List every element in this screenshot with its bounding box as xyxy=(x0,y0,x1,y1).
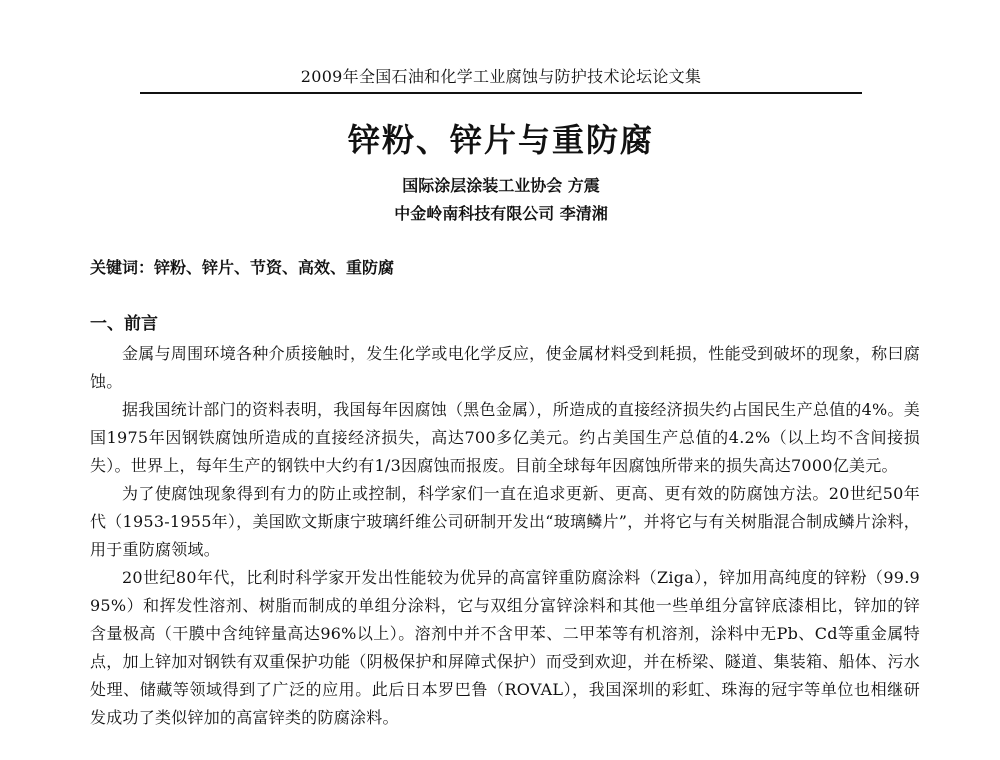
author-block xyxy=(140,172,862,228)
author-line: 中金岭南科技有限公司 李清湘 xyxy=(394,204,608,223)
paragraph: 20世纪80年代，比利时科学家开发出性能较为优异的高富锌重防腐涂料（Ziga），锌加用高纯度的锌粉（99.995%）和挥发性溶剂、树脂而制成的单组分涂料，它与双组分富锌涂料和其他一些单组分富锌底漆相比，锌加的锌含量极高（干膜中含纯锌量高达96%以上）。溶剂中并不含甲苯、二甲苯等有机溶剂，涂料中无Pb、Cd等重金属特点，加上锌加对钢铁有双重保护功能（阴极保护和屏障式保护）而受到欢迎，并在桥梁、隧道、集装箱、船体、污水处理、储藏等领域得到了广泛的应用。此后日本罗巴鲁（ROVAL），我国深圳的彩虹、珠海的冠宇等单位也相继研发成功了类似锌加的高富锌类的防腐涂料。 xyxy=(90,568,920,727)
running-header: 2009年全国石油和化学工业腐蚀与防护技术论坛论文集 xyxy=(300,67,702,86)
paragraph: 金属与周围环境各种介质接触时，发生化学或电化学反应，使金属材料受到耗损，性能受到破坏的现象，称曰腐蚀。 xyxy=(90,344,920,391)
paragraph: 据我国统计部门的资料表明，我国每年因腐蚀（黑色金属），所造成的直接经济损失约占国民生产总值的4%。美国1975年因钢铁腐蚀所造成的直接经济损失，高达700多亿美元。约占美国生产总值的4.2%（以上均不含间接损失）。世界上，每年生产的钢铁中大约有1/3因腐蚀而报废。目前全球每年因腐蚀所带来的损失高达7000亿美元。 xyxy=(90,400,920,475)
header-rule xyxy=(140,92,862,94)
body-text xyxy=(90,340,920,732)
paragraph: 为了使腐蚀现象得到有力的防止或控制，科学家们一直在追求更新、更高、更有效的防腐蚀方法。20世纪50年代（1953-1955年），美国欧文斯康宁玻璃纤维公司研制开发出“玻璃鳞片”，并将它与有关树脂混合制成鳞片涂料，用于重防腐领域。 xyxy=(90,484,920,559)
author-line: 国际涂层涂装工业协会 方震 xyxy=(402,176,600,195)
section-heading: 一、前言 xyxy=(90,314,158,334)
keywords-line: 关键词：锌粉、锌片、节资、高效、重防腐 xyxy=(90,258,395,277)
article-title: 锌粉、锌片与重防腐 xyxy=(347,121,654,159)
